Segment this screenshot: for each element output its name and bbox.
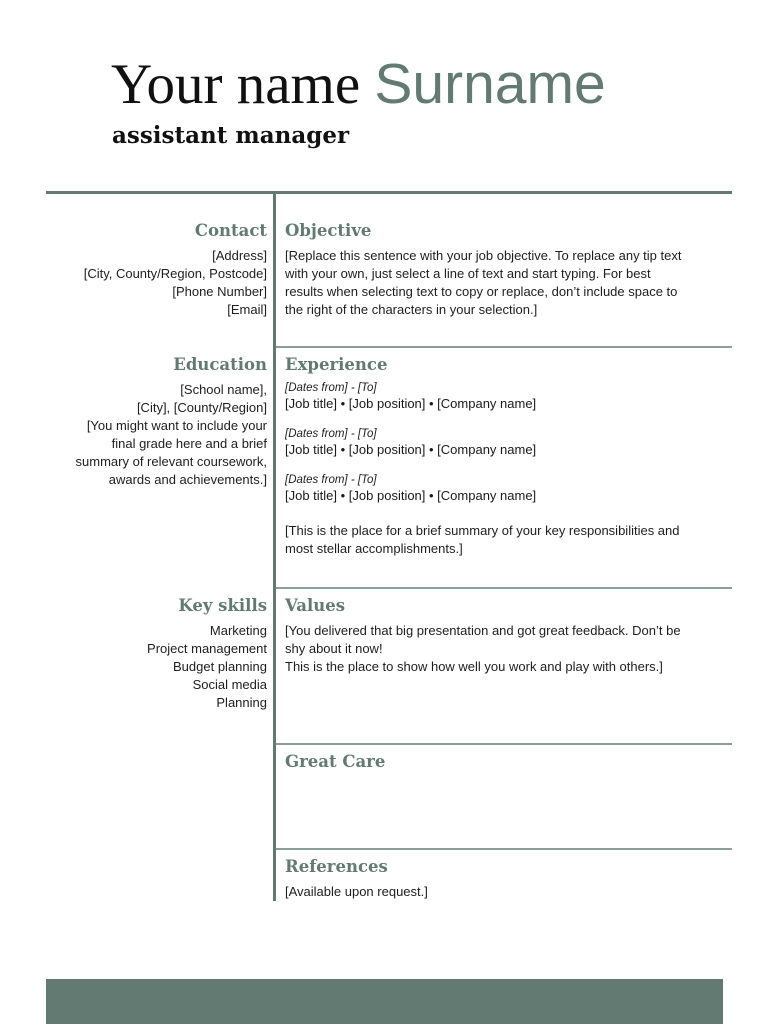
education-line: final grade here and a brief (111, 436, 267, 451)
great-care-section (285, 750, 731, 778)
experience-summary (285, 522, 731, 558)
experience-title: [Job title] • [Job position] • [Company name] (285, 442, 537, 457)
experience-title: [Job title] • [Job position] • [Company name] (285, 488, 537, 503)
experience-item (285, 381, 731, 412)
education-line: [You might want to include your (86, 418, 267, 433)
education-line: awards and achievements.] (108, 472, 267, 487)
experience-item (285, 473, 731, 504)
education-line: [City], [County/Region] (136, 400, 267, 415)
section-divider-experience (276, 587, 732, 589)
education-line: [School name], (180, 382, 267, 397)
experience-summary-line: most stellar accomplishments.] (285, 541, 463, 556)
objective-heading: Objective (285, 221, 372, 240)
education-section (40, 353, 267, 489)
key-skills-list (40, 622, 267, 712)
skill-item: Project management (147, 641, 267, 656)
surname: Surname (374, 52, 606, 116)
experience-title: [Job title] • [Job position] • [Company name] (285, 396, 537, 411)
values-text (285, 622, 731, 676)
experience-summary-line: [This is the place for a brief summary of your key responsibilities and (285, 523, 680, 538)
key-skills-section (40, 594, 267, 712)
references-section (285, 855, 731, 901)
objective-line: results when selecting text to copy or replace, don’t include space to (285, 284, 678, 299)
footer-band (46, 979, 723, 1024)
section-divider-values (276, 743, 732, 745)
contact-details (40, 247, 267, 319)
section-divider-objective (276, 346, 732, 348)
references-line: [Available upon request.] (285, 884, 428, 899)
values-line: [You delivered that big presentation and got great feedback. Don’t be (285, 623, 681, 638)
experience-dates: [Dates from] - [To] (285, 474, 377, 486)
contact-email: [Email] (227, 302, 267, 317)
first-name: Your name (111, 53, 361, 116)
skill-item: Budget planning (173, 659, 267, 674)
experience-item (285, 427, 731, 458)
contact-address: [Address] (212, 248, 267, 263)
contact-heading: Contact (194, 221, 267, 240)
experience-dates: [Dates from] - [To] (285, 382, 377, 394)
experience-dates: [Dates from] - [To] (285, 428, 377, 440)
references-heading: References (285, 857, 388, 876)
skill-item: Marketing (209, 623, 267, 638)
values-line: This is the place to show how well you work and play with others.] (285, 659, 663, 674)
education-heading: Education (173, 355, 267, 374)
objective-line: with your own, just select a line of text and start typing. For best (285, 266, 651, 281)
objective-text (285, 247, 731, 319)
header-divider (46, 191, 732, 194)
key-skills-heading: Key skills (178, 596, 267, 615)
resume-name (111, 52, 606, 117)
experience-section (285, 353, 731, 558)
contact-phone: [Phone Number] (172, 284, 267, 299)
contact-section (40, 219, 267, 319)
values-heading: Values (285, 596, 346, 615)
education-line: summary of relevant coursework, (75, 454, 267, 469)
objective-line: [Replace this sentence with your job objective. To replace any tip text (285, 248, 682, 263)
values-line: shy about it now! (285, 641, 383, 656)
contact-city: [City, County/Region, Postcode] (83, 266, 267, 281)
objective-section (285, 219, 731, 319)
section-divider-great-care (276, 848, 732, 850)
job-title: assistant manager (112, 122, 350, 149)
experience-heading: Experience (285, 355, 388, 374)
skill-item: Social media (192, 677, 267, 692)
values-section (285, 594, 731, 676)
column-divider (273, 194, 276, 901)
objective-line: the right of the characters in your selection.] (285, 302, 538, 317)
skill-item: Planning (216, 695, 267, 710)
great-care-heading: Great Care (285, 752, 386, 771)
references-text (285, 883, 731, 901)
education-details (40, 381, 267, 489)
